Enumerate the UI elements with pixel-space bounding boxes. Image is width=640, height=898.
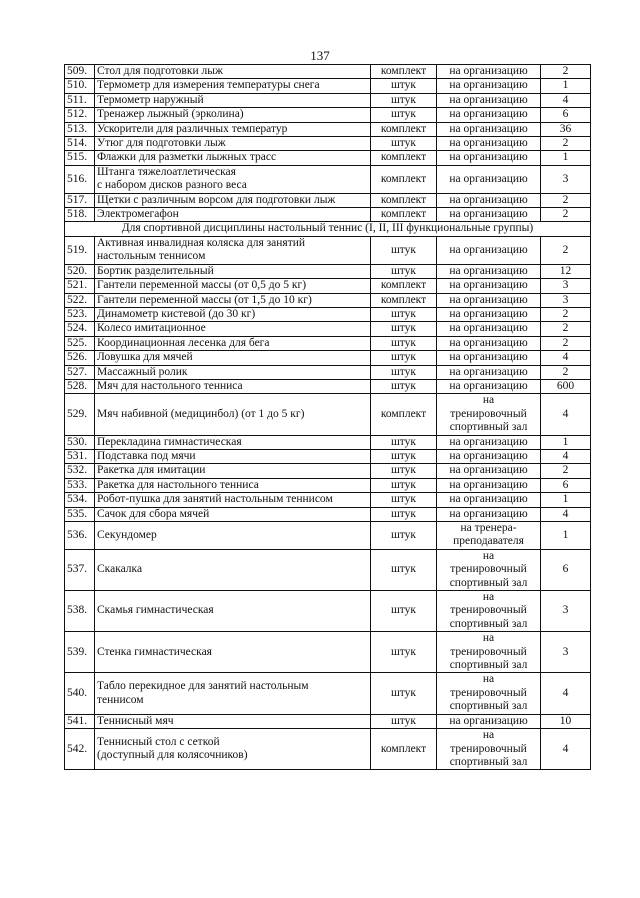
- item-name: [95, 591, 371, 632]
- item-name-line: Бортик разделительный: [97, 264, 214, 277]
- item-basis-line: спортивный зал: [449, 659, 528, 672]
- table-row: [65, 449, 591, 463]
- table-row: [65, 435, 591, 449]
- item-basis: [437, 108, 541, 122]
- item-quantity: 3: [541, 279, 591, 293]
- item-basis-line: спортивный зал: [449, 755, 528, 768]
- item-name: [95, 279, 371, 293]
- item-basis: [437, 264, 541, 278]
- item-basis: [437, 729, 541, 770]
- item-name: [95, 632, 371, 673]
- item-unit: штук: [371, 307, 437, 321]
- item-basis-line: на организацию: [449, 264, 528, 277]
- item-quantity: 4: [541, 449, 591, 463]
- item-basis: [437, 208, 541, 222]
- item-number: 528.: [65, 379, 95, 393]
- item-basis: [437, 151, 541, 165]
- item-name-line: Ловушка для мячей: [97, 351, 193, 364]
- item-basis: [437, 464, 541, 478]
- item-basis-line: на организацию: [449, 493, 528, 506]
- item-quantity: 3: [541, 165, 591, 193]
- item-name-line: Мяч для настольного тенниса: [97, 379, 243, 392]
- item-quantity: 1: [541, 522, 591, 550]
- item-unit: комплект: [371, 394, 437, 435]
- item-number: 514.: [65, 137, 95, 151]
- item-basis: [437, 93, 541, 107]
- item-name: [95, 208, 371, 222]
- item-basis: [437, 478, 541, 492]
- table-row: [65, 365, 591, 379]
- item-number: 522.: [65, 293, 95, 307]
- item-name: [95, 264, 371, 278]
- item-unit: штук: [371, 93, 437, 107]
- item-name-line: Тренажер лыжный (эрколина): [97, 108, 244, 121]
- item-basis-line: на организацию: [449, 93, 528, 106]
- equipment-table: [64, 64, 591, 770]
- item-basis: [437, 236, 541, 264]
- item-unit: штук: [371, 351, 437, 365]
- item-number: 541.: [65, 714, 95, 728]
- item-quantity: 3: [541, 293, 591, 307]
- item-name: [95, 464, 371, 478]
- item-name-line: Скамья гимнастическая: [97, 604, 214, 617]
- item-basis-line: спортивный зал: [449, 421, 528, 434]
- item-number: 537.: [65, 549, 95, 590]
- item-name: [95, 493, 371, 507]
- item-basis: [437, 193, 541, 207]
- item-name-line: Перекладина гимнастическая: [97, 435, 242, 448]
- table-row: [65, 729, 591, 770]
- item-name-line: Координационная лесенка для бега: [97, 336, 270, 349]
- item-unit: штук: [371, 673, 437, 714]
- item-unit: комплект: [371, 65, 437, 79]
- table-row: [65, 264, 591, 278]
- item-basis-line: тренировочный: [450, 742, 527, 755]
- item-unit: штук: [371, 322, 437, 336]
- table-row: [65, 336, 591, 350]
- item-basis-line: на: [482, 729, 495, 742]
- item-name: [95, 137, 371, 151]
- item-basis-line: на организацию: [449, 279, 528, 292]
- item-unit: штук: [371, 549, 437, 590]
- item-name-line: Активная инвалидная коляска для занятий: [97, 236, 306, 249]
- item-unit: штук: [371, 236, 437, 264]
- item-number: 530.: [65, 435, 95, 449]
- table-row: [65, 522, 591, 550]
- item-number: 523.: [65, 307, 95, 321]
- item-unit: комплект: [371, 122, 437, 136]
- item-name-line: Ускорители для различных температур: [97, 122, 288, 135]
- item-basis-line: спортивный зал: [449, 700, 528, 713]
- item-number: 534.: [65, 493, 95, 507]
- table-row: [65, 93, 591, 107]
- item-name: [95, 122, 371, 136]
- item-number: 520.: [65, 264, 95, 278]
- item-name: [95, 673, 371, 714]
- item-number: 533.: [65, 478, 95, 492]
- item-basis-line: на организацию: [449, 137, 528, 150]
- table-row: [65, 65, 591, 79]
- item-basis-line: на тренера-: [460, 522, 517, 534]
- item-name-line: Массажный ролик: [97, 365, 188, 378]
- item-basis: [437, 435, 541, 449]
- item-quantity: 2: [541, 236, 591, 264]
- item-quantity: 4: [541, 93, 591, 107]
- item-name: [95, 93, 371, 107]
- item-name: [95, 79, 371, 93]
- item-quantity: 12: [541, 264, 591, 278]
- item-unit: штук: [371, 435, 437, 449]
- table-row: [65, 108, 591, 122]
- item-basis-line: на: [482, 673, 495, 686]
- item-name: [95, 714, 371, 728]
- item-basis-line: тренировочный: [450, 645, 527, 658]
- item-basis-line: на организацию: [449, 172, 528, 185]
- item-name-line: Ракетка для имитации: [97, 464, 206, 477]
- item-number: 518.: [65, 208, 95, 222]
- item-basis-line: тренировочный: [450, 686, 527, 699]
- table-row: [65, 322, 591, 336]
- item-basis: [437, 307, 541, 321]
- item-basis-line: на: [482, 549, 495, 562]
- item-quantity: 2: [541, 208, 591, 222]
- item-basis: [437, 379, 541, 393]
- table-row: [65, 493, 591, 507]
- item-number: 527.: [65, 365, 95, 379]
- item-name: [95, 449, 371, 463]
- item-basis: [437, 293, 541, 307]
- section-row: [65, 222, 591, 236]
- item-unit: штук: [371, 522, 437, 550]
- item-name-line: Термометр наружный: [97, 93, 204, 106]
- item-name-line: настольным теннисом: [97, 250, 206, 263]
- item-quantity: 4: [541, 394, 591, 435]
- item-unit: штук: [371, 632, 437, 673]
- item-basis: [437, 632, 541, 673]
- table-row: [65, 478, 591, 492]
- item-number: 538.: [65, 591, 95, 632]
- item-basis: [437, 122, 541, 136]
- item-number: 509.: [65, 65, 95, 79]
- table-row: [65, 208, 591, 222]
- item-name: [95, 108, 371, 122]
- item-basis-line: тренировочный: [450, 407, 527, 420]
- table-row: [65, 714, 591, 728]
- item-quantity: 3: [541, 591, 591, 632]
- item-number: 510.: [65, 79, 95, 93]
- item-number: 521.: [65, 279, 95, 293]
- item-number: 526.: [65, 351, 95, 365]
- item-basis-line: на организацию: [449, 79, 528, 92]
- item-basis: [437, 137, 541, 151]
- item-basis: [437, 351, 541, 365]
- item-unit: штук: [371, 478, 437, 492]
- item-unit: штук: [371, 365, 437, 379]
- table-row: [65, 293, 591, 307]
- item-number: 513.: [65, 122, 95, 136]
- item-basis-line: на организацию: [449, 108, 528, 121]
- item-quantity: 2: [541, 464, 591, 478]
- item-unit: штук: [371, 507, 437, 521]
- table-row: [65, 236, 591, 264]
- item-name: [95, 435, 371, 449]
- item-quantity: 2: [541, 336, 591, 350]
- item-basis-line: на организацию: [449, 449, 528, 462]
- item-number: 511.: [65, 93, 95, 107]
- item-quantity: 2: [541, 307, 591, 321]
- item-basis: [437, 522, 541, 550]
- item-name: [95, 394, 371, 435]
- item-name: [95, 729, 371, 770]
- equipment-rows-after: [65, 236, 591, 769]
- item-basis-line: на организацию: [449, 151, 528, 164]
- item-name-line: Сачок для сбора мячей: [97, 507, 210, 520]
- item-basis-line: тренировочный: [450, 563, 527, 576]
- table-row: [65, 307, 591, 321]
- item-name: [95, 65, 371, 79]
- item-number: 525.: [65, 336, 95, 350]
- item-basis: [437, 336, 541, 350]
- table-row: [65, 632, 591, 673]
- item-unit: штук: [371, 493, 437, 507]
- item-name-line: Скакалка: [97, 563, 143, 576]
- item-name: [95, 293, 371, 307]
- item-unit: комплект: [371, 293, 437, 307]
- table-row: [65, 351, 591, 365]
- section-title: Для спортивной дисциплины настольный теннис (I, II, III функциональные группы): [65, 222, 591, 236]
- item-basis-line: на: [482, 394, 495, 407]
- item-name-line: Электромегафон: [97, 208, 179, 221]
- item-basis-line: на организацию: [449, 65, 528, 77]
- item-unit: штук: [371, 714, 437, 728]
- item-name: [95, 236, 371, 264]
- item-quantity: 600: [541, 379, 591, 393]
- item-basis: [437, 507, 541, 521]
- item-unit: штук: [371, 79, 437, 93]
- item-basis-line: на организацию: [449, 379, 528, 392]
- item-basis-line: тренировочный: [450, 604, 527, 617]
- item-name-line: Гантели переменной массы (от 1,5 до 10 кг): [97, 293, 312, 306]
- item-name-line: Гантели переменной массы (от 0,5 до 5 кг): [97, 279, 307, 292]
- item-unit: штук: [371, 449, 437, 463]
- item-basis-line: на организацию: [449, 714, 528, 727]
- item-quantity: 4: [541, 507, 591, 521]
- item-unit: комплект: [371, 193, 437, 207]
- item-basis-line: на организацию: [449, 507, 528, 520]
- item-name: [95, 365, 371, 379]
- item-quantity: 1: [541, 79, 591, 93]
- item-quantity: 4: [541, 673, 591, 714]
- item-quantity: 10: [541, 714, 591, 728]
- item-name-line: Флажки для разметки лыжных трасс: [97, 151, 277, 164]
- table-row: [65, 165, 591, 193]
- item-name-line: Робот-пушка для занятий настольным теннисом: [97, 493, 333, 506]
- item-unit: комплект: [371, 165, 437, 193]
- table-row: [65, 137, 591, 151]
- item-basis-line: спортивный зал: [449, 576, 528, 589]
- item-name-line: с набором дисков разного веса: [97, 179, 247, 192]
- item-quantity: 2: [541, 193, 591, 207]
- item-basis: [437, 165, 541, 193]
- item-basis: [437, 714, 541, 728]
- table-row: [65, 507, 591, 521]
- table-row: [65, 79, 591, 93]
- item-name-line: Секундомер: [97, 528, 157, 541]
- item-name-line: Мяч набивной (медицинбол) (от 1 до 5 кг): [97, 407, 305, 420]
- item-name: [95, 351, 371, 365]
- item-basis: [437, 591, 541, 632]
- item-unit: штук: [371, 591, 437, 632]
- item-basis: [437, 673, 541, 714]
- item-unit: комплект: [371, 208, 437, 222]
- item-quantity: 4: [541, 351, 591, 365]
- item-basis-line: на организацию: [449, 122, 528, 135]
- item-basis-line: на: [482, 591, 495, 604]
- page-number: 137: [310, 48, 330, 63]
- item-quantity: 6: [541, 549, 591, 590]
- item-quantity: 6: [541, 478, 591, 492]
- item-name-line: Динамометр кистевой (до 30 кг): [97, 307, 256, 320]
- item-unit: штук: [371, 379, 437, 393]
- item-unit: комплект: [371, 729, 437, 770]
- item-quantity: 4: [541, 729, 591, 770]
- table-row: [65, 394, 591, 435]
- item-name-line: Табло перекидное для занятий настольным: [97, 680, 309, 693]
- item-name-line: (доступный для колясочников): [97, 749, 248, 762]
- item-name-line: Колесо имитационное: [97, 322, 206, 335]
- item-name-line: Утюг для подготовки лыж: [97, 137, 226, 150]
- item-unit: комплект: [371, 151, 437, 165]
- item-name-line: Подставка под мячи: [97, 449, 196, 462]
- item-number: 512.: [65, 108, 95, 122]
- item-name: [95, 307, 371, 321]
- item-basis-line: на: [482, 632, 495, 645]
- item-basis-line: на организацию: [449, 307, 528, 320]
- item-basis-line: на организацию: [449, 293, 528, 306]
- item-unit: штук: [371, 336, 437, 350]
- item-number: 532.: [65, 464, 95, 478]
- item-unit: штук: [371, 108, 437, 122]
- item-name-line: Щетки с различным ворсом для подготовки лыж: [97, 193, 336, 206]
- item-basis: [437, 449, 541, 463]
- item-unit: штук: [371, 464, 437, 478]
- item-number: 542.: [65, 729, 95, 770]
- item-name: [95, 336, 371, 350]
- item-number: 539.: [65, 632, 95, 673]
- item-name-line: Стенка гимнастическая: [97, 645, 212, 658]
- table-row: [65, 379, 591, 393]
- item-name-line: Ракетка для настольного тенниса: [97, 478, 259, 491]
- item-number: 515.: [65, 151, 95, 165]
- item-basis-line: на организацию: [449, 208, 528, 221]
- item-quantity: 2: [541, 65, 591, 79]
- item-name: [95, 478, 371, 492]
- item-basis-line: на организацию: [449, 435, 528, 448]
- item-unit: комплект: [371, 279, 437, 293]
- item-name-line: Теннисный мяч: [97, 714, 174, 727]
- item-basis: [437, 394, 541, 435]
- item-name: [95, 151, 371, 165]
- item-quantity: 2: [541, 365, 591, 379]
- item-name: [95, 322, 371, 336]
- table-row: [65, 193, 591, 207]
- item-unit: штук: [371, 137, 437, 151]
- item-number: 517.: [65, 193, 95, 207]
- item-quantity: 2: [541, 322, 591, 336]
- section-header: [65, 222, 591, 236]
- item-number: 535.: [65, 507, 95, 521]
- item-name: [95, 379, 371, 393]
- item-name-line: Теннисный стол с сеткой: [97, 735, 220, 748]
- item-basis-line: на организацию: [449, 243, 528, 256]
- item-number: 529.: [65, 394, 95, 435]
- item-number: 536.: [65, 522, 95, 550]
- item-name-line: Штанга тяжелоатлетическая: [97, 165, 236, 178]
- item-basis: [437, 549, 541, 590]
- item-basis: [437, 365, 541, 379]
- item-quantity: 2: [541, 137, 591, 151]
- table-row: [65, 279, 591, 293]
- item-basis: [437, 493, 541, 507]
- equipment-rows-before: [65, 65, 591, 222]
- table-row: [65, 549, 591, 590]
- item-name: [95, 522, 371, 550]
- item-number: 540.: [65, 673, 95, 714]
- table-row: [65, 122, 591, 136]
- item-quantity: 6: [541, 108, 591, 122]
- item-basis-line: спортивный зал: [449, 617, 528, 630]
- table-row: [65, 673, 591, 714]
- table-row: [65, 151, 591, 165]
- item-quantity: 1: [541, 151, 591, 165]
- item-basis-line: на организацию: [449, 193, 528, 206]
- item-name: [95, 193, 371, 207]
- item-number: 516.: [65, 165, 95, 193]
- item-basis-line: на организацию: [449, 336, 528, 349]
- item-basis-line: на организацию: [449, 351, 528, 364]
- item-basis: [437, 79, 541, 93]
- item-basis-line: преподавателя: [453, 535, 524, 548]
- item-name-line: теннисом: [97, 693, 144, 706]
- item-name: [95, 165, 371, 193]
- item-name: [95, 549, 371, 590]
- item-quantity: 36: [541, 122, 591, 136]
- item-basis: [437, 322, 541, 336]
- table-row: [65, 464, 591, 478]
- item-number: 531.: [65, 449, 95, 463]
- item-unit: штук: [371, 264, 437, 278]
- item-name-line: Стол для подготовки лыж: [97, 65, 223, 77]
- item-number: 519.: [65, 236, 95, 264]
- item-basis: [437, 65, 541, 79]
- item-number: 524.: [65, 322, 95, 336]
- item-quantity: 1: [541, 435, 591, 449]
- item-basis-line: на организацию: [449, 478, 528, 491]
- item-basis-line: на организацию: [449, 464, 528, 477]
- item-basis-line: на организацию: [449, 365, 528, 378]
- item-quantity: 3: [541, 632, 591, 673]
- item-name: [95, 507, 371, 521]
- item-name-line: Термометр для измерения температуры снега: [97, 79, 320, 92]
- table-row: [65, 591, 591, 632]
- item-quantity: 1: [541, 493, 591, 507]
- item-basis: [437, 279, 541, 293]
- item-basis-line: на организацию: [449, 322, 528, 335]
